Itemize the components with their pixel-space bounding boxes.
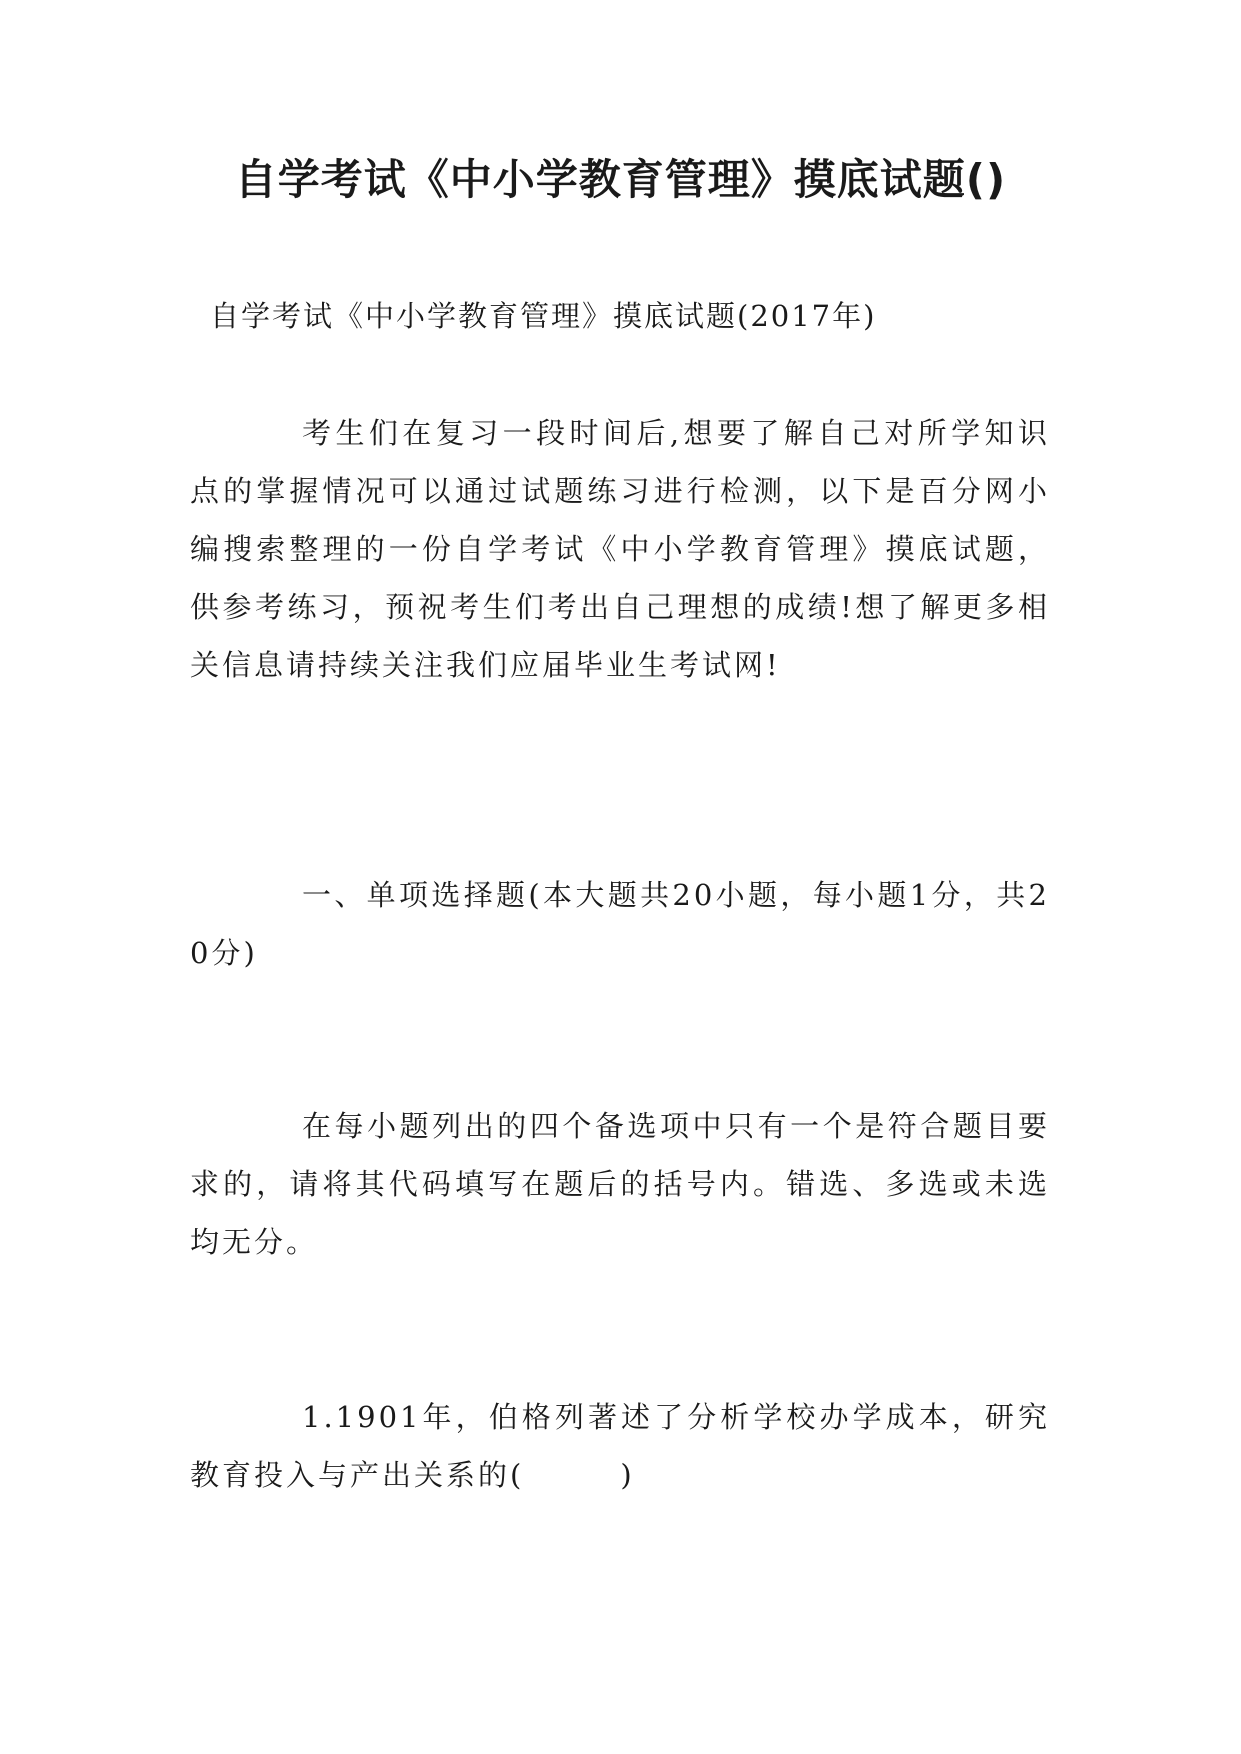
intro-paragraph: 考生们在复习一段时间后,想要了解自己对所学知识点的掌握情况可以通过试题练习进行检测，以下是百分网小编搜索整理的一份自学考试《中小学教育管理》摸底试题，供参考练习，预祝考生们考出自己理想的成绩!想了解更多相关信息请持续关注我们应届毕业生考试网! — [190, 416, 1050, 682]
document-title: 自学考试《中小学教育管理》摸底试题() — [234, 155, 1007, 204]
section-heading: 一、单项选择题(本大题共20小题，每小题1分，共20分) — [190, 878, 1050, 970]
question-1: 1.1901年，伯格列著述了分析学校办学成本，研究教育投入与产出关系的( ) — [190, 1400, 1050, 1492]
instructions-paragraph: 在每小题列出的四个备选项中只有一个是符合题目要求的，请将其代码填写在题后的括号内。错选、多选或未选均无分。 — [190, 1109, 1050, 1259]
document-subtitle: 自学考试《中小学教育管理》摸底试题(2017年) — [210, 299, 877, 333]
